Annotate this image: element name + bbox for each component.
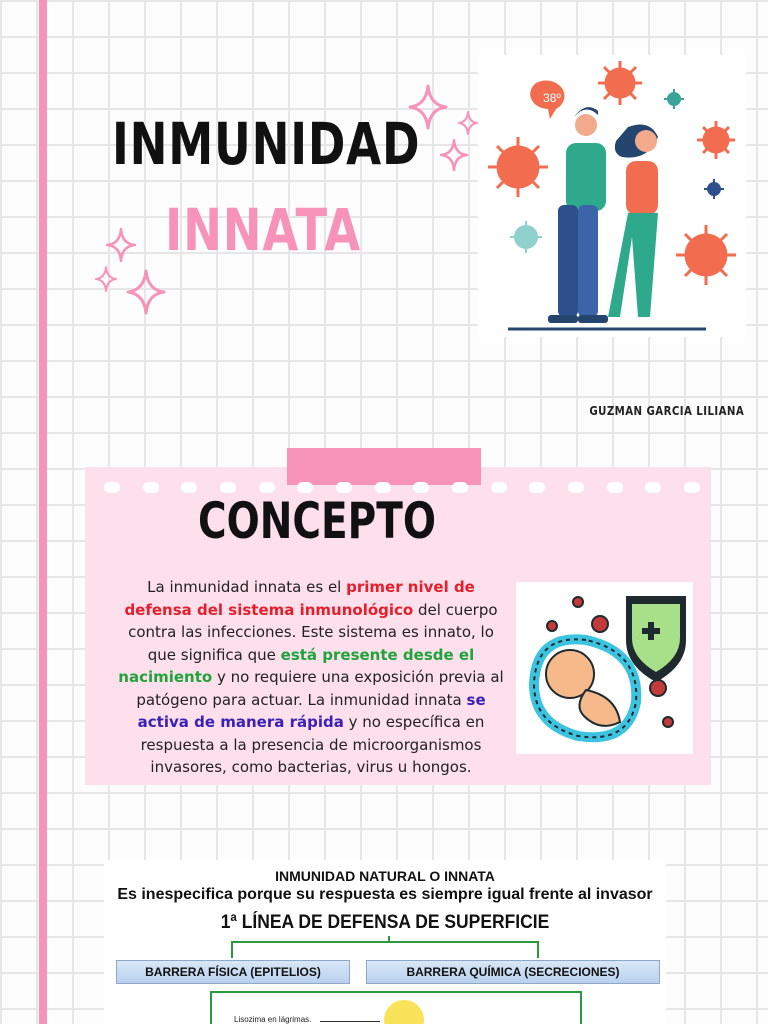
- highlight-rapid: se activa de manera rápida: [137, 690, 486, 731]
- diagram-line-heading: 1ª LÍNEA DE DEFENSA DE SUPERFICIE: [220, 912, 550, 933]
- sparkle-icon: [408, 84, 448, 130]
- diagram-title: INMUNIDAD NATURAL O INNATA: [275, 868, 495, 884]
- notebook-margin-line: [39, 0, 47, 1024]
- author-name: GUZMAN GARCIA LILIANA: [589, 404, 744, 418]
- sparkle-icon: [458, 111, 478, 135]
- sparkle-icon: [95, 266, 117, 292]
- hero-illustration: [478, 55, 746, 337]
- fetus-icon: [534, 639, 636, 737]
- virus-icon: [664, 89, 684, 109]
- diagram-subtitle: Es inespecifica porque su respuesta es siempre igual frente al invasor: [117, 886, 653, 903]
- title-line-2: INNATA: [165, 196, 361, 264]
- temperature-badge: 38º: [543, 91, 561, 105]
- concept-heading: CONCEPTO: [198, 492, 437, 550]
- virus-icon: [510, 221, 542, 253]
- virus-icon: [676, 225, 736, 285]
- lysozyme-label: Lisozima en lágrimas.: [234, 1015, 312, 1024]
- sparkle-icon: [440, 139, 468, 171]
- physical-barrier-box: BARRERA FÍSICA (EPITELIOS): [116, 960, 350, 984]
- virus-icon: [488, 137, 548, 197]
- diagram-connector: [104, 936, 666, 960]
- virus-icon: [697, 121, 735, 159]
- innate-immunity-diagram: [104, 860, 666, 1024]
- sparkle-icon: [126, 269, 166, 315]
- concept-card-tab: [287, 448, 481, 485]
- highlight-birth: está presente desde el nacimiento: [118, 645, 475, 686]
- virus-icon: [704, 179, 724, 199]
- highlight-first-line: primer nivel de defensa del sistema inmunológico: [124, 578, 475, 619]
- virus-icon: [598, 61, 642, 105]
- title-line-1: INMUNIDAD: [112, 110, 421, 178]
- chemical-barrier-box: BARRERA QUÍMICA (SECRECIONES): [366, 960, 660, 984]
- lysozyme-pointer: [320, 1021, 380, 1022]
- concept-illustration: [516, 582, 693, 754]
- concept-paragraph: La inmunidad innata es el primer nivel de defensa del sistema inmunológico del cuerpo contra las infecciones. Este sistema es innato, lo que significa que está presente desde el nacimiento y no requiere una exposición previa al patógeno para actuar. La inmunidad innata se activa de manera rápida y no específica en respuesta a la presencia de microorganismos invasores, como bacterias, virus u hongos.: [118, 578, 504, 776]
- sparkle-icon: [106, 228, 136, 262]
